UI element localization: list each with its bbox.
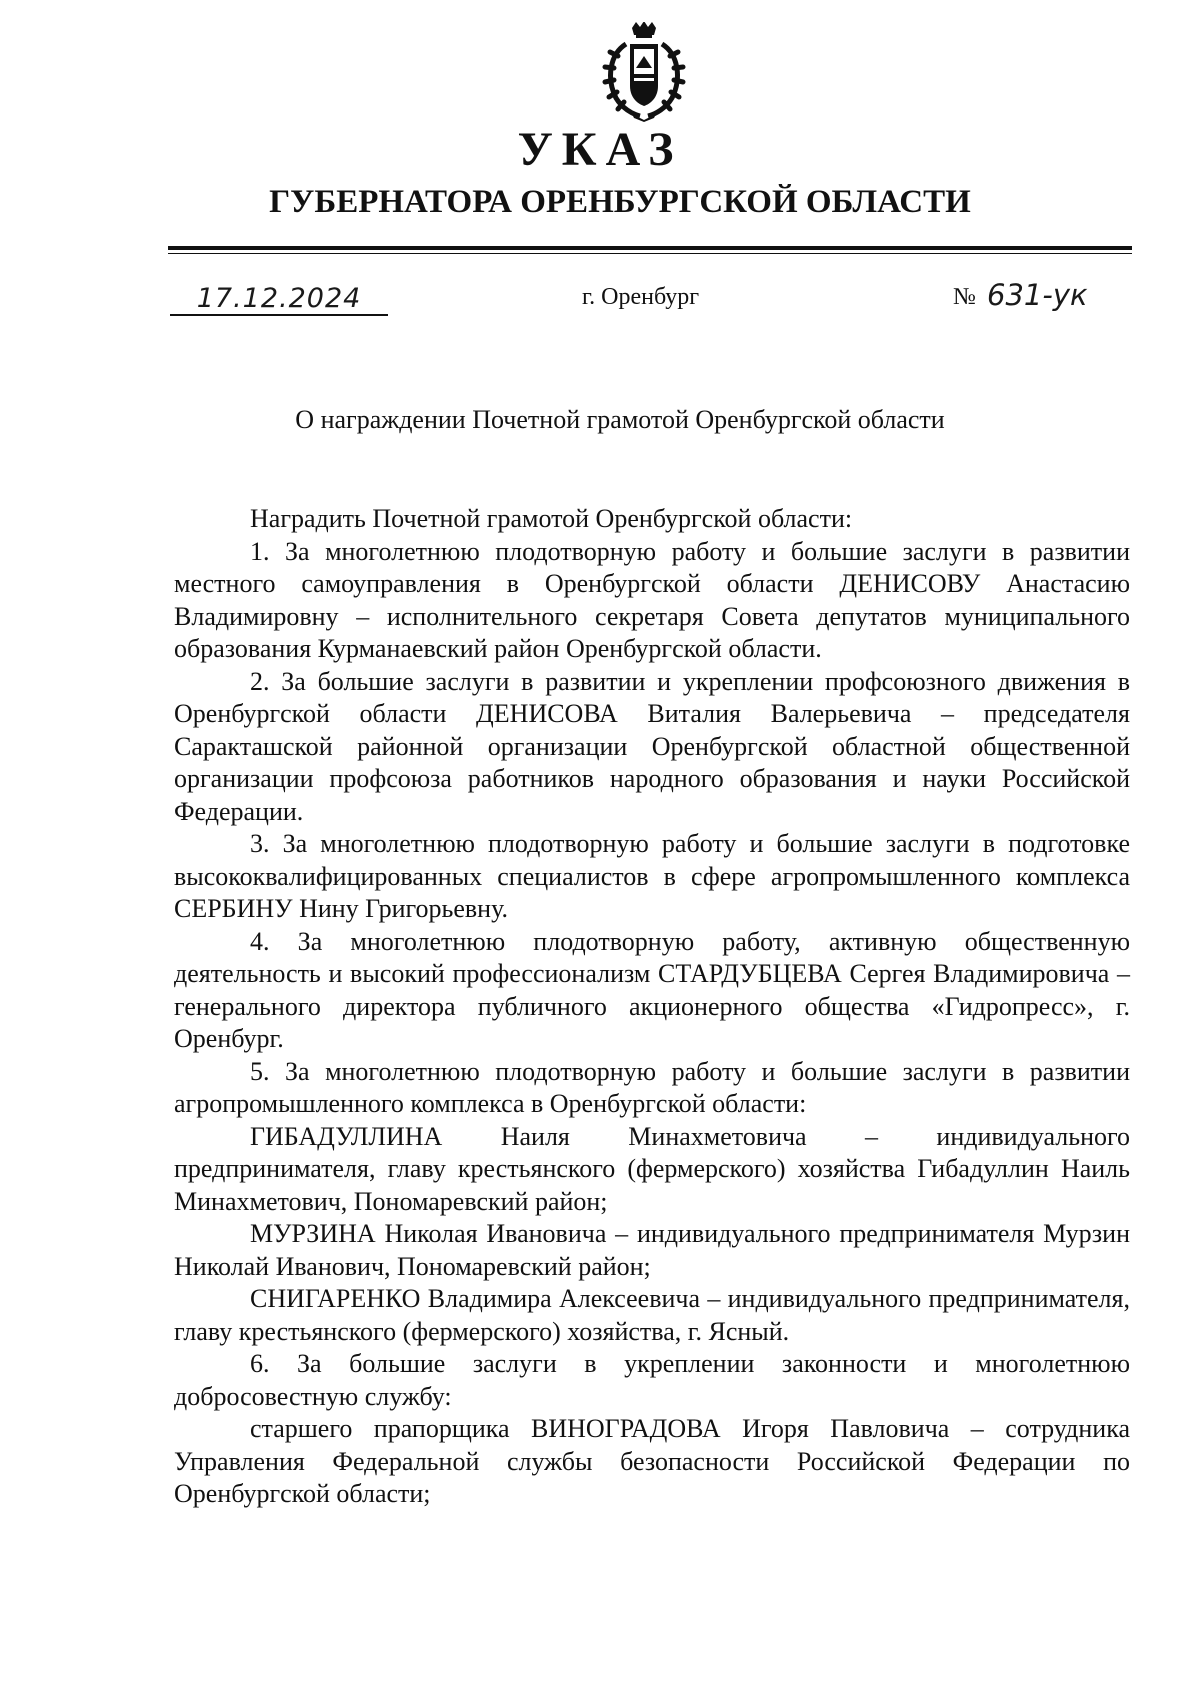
- body-paragraph: 1. За многолетнюю плодотворную работу и большие заслуги в развитии местного самоуправления в Оренбургской области ДЕНИСОВУ Анастасию Владимировну – исполнительного секретаря Совета депутатов муниципального образования Курманаевский район Оренбургской области.: [174, 536, 1130, 663]
- body-paragraph: Наградить Почетной грамотой Оренбургской области:: [250, 504, 853, 533]
- body-paragraph: МУРЗИНА Николая Ивановича – индивидуального предпринимателя Мурзин Николай Иванович, Пономаревский район;: [174, 1219, 1130, 1281]
- body-paragraph: СНИГАРЕНКО Владимира Алексеевича – индивидуального предпринимателя, главу крестьянского (фермерского) хозяйства, г. Ясный.: [174, 1284, 1130, 1346]
- header-divider-thick: [168, 246, 1132, 250]
- orenburg-coat-of-arms-icon: [596, 22, 692, 122]
- document-subtitle: ГУБЕРНАТОРА ОРЕНБУРГСКОЙ ОБЛАСТИ: [269, 184, 971, 220]
- document-title: УКАЗ: [517, 123, 683, 176]
- body-paragraph: ГИБАДУЛЛИНА Наиля Минахметовича – индивидуального предпринимателя, главу крестьянского (фермерского) хозяйства Гибадуллин Наиль Минахметович, Пономаревский район;: [174, 1121, 1130, 1216]
- document-body: [174, 503, 1130, 1511]
- header-divider-thin: [168, 253, 1132, 254]
- document-number: 631-ук: [987, 278, 1088, 312]
- signing-date: 17.12.2024: [170, 282, 388, 316]
- body-paragraph: 3. За многолетнюю плодотворную работу и большие заслуги в подготовке высококвалифицированных специалистов в сфере агропромышленного комплекса СЕРБИНУ Нину Григорьевну.: [174, 829, 1130, 923]
- body-paragraph: 5. За многолетнюю плодотворную работу и большие заслуги в развитии агропромышленного комплекса в Оренбургской области:: [174, 1056, 1130, 1118]
- document-number-label: №: [953, 284, 976, 310]
- signing-city: г. Оренбург: [582, 284, 700, 310]
- document-heading: О награждении Почетной грамотой Оренбургской области: [295, 405, 945, 434]
- body-paragraph: 4. За многолетнюю плодотворную работу, активную общественную деятельность и высокий профессионализм СТАРДУБЦЕВА Сергея Владимировича – генерального директора публичного акционерного общества «Гидропресс», г. Оренбург.: [174, 926, 1130, 1053]
- body-paragraph: 2. За большие заслуги в развитии и укреплении профсоюзного движения в Оренбургской области ДЕНИСОВА Виталия Валерьевича – председателя Саракташской районной организации Оренбургской областной общественной организации профсоюза работников народного образования и науки Российской Федерации.: [174, 666, 1130, 826]
- body-paragraph: старшего прапорщика ВИНОГРАДОВА Игоря Павловича – сотрудника Управления Федеральной службы безопасности Российской Федерации по Оренбургской области;: [174, 1414, 1130, 1508]
- body-paragraph: 6. За большие заслуги в укреплении законности и многолетнюю добросовестную службу:: [174, 1349, 1130, 1411]
